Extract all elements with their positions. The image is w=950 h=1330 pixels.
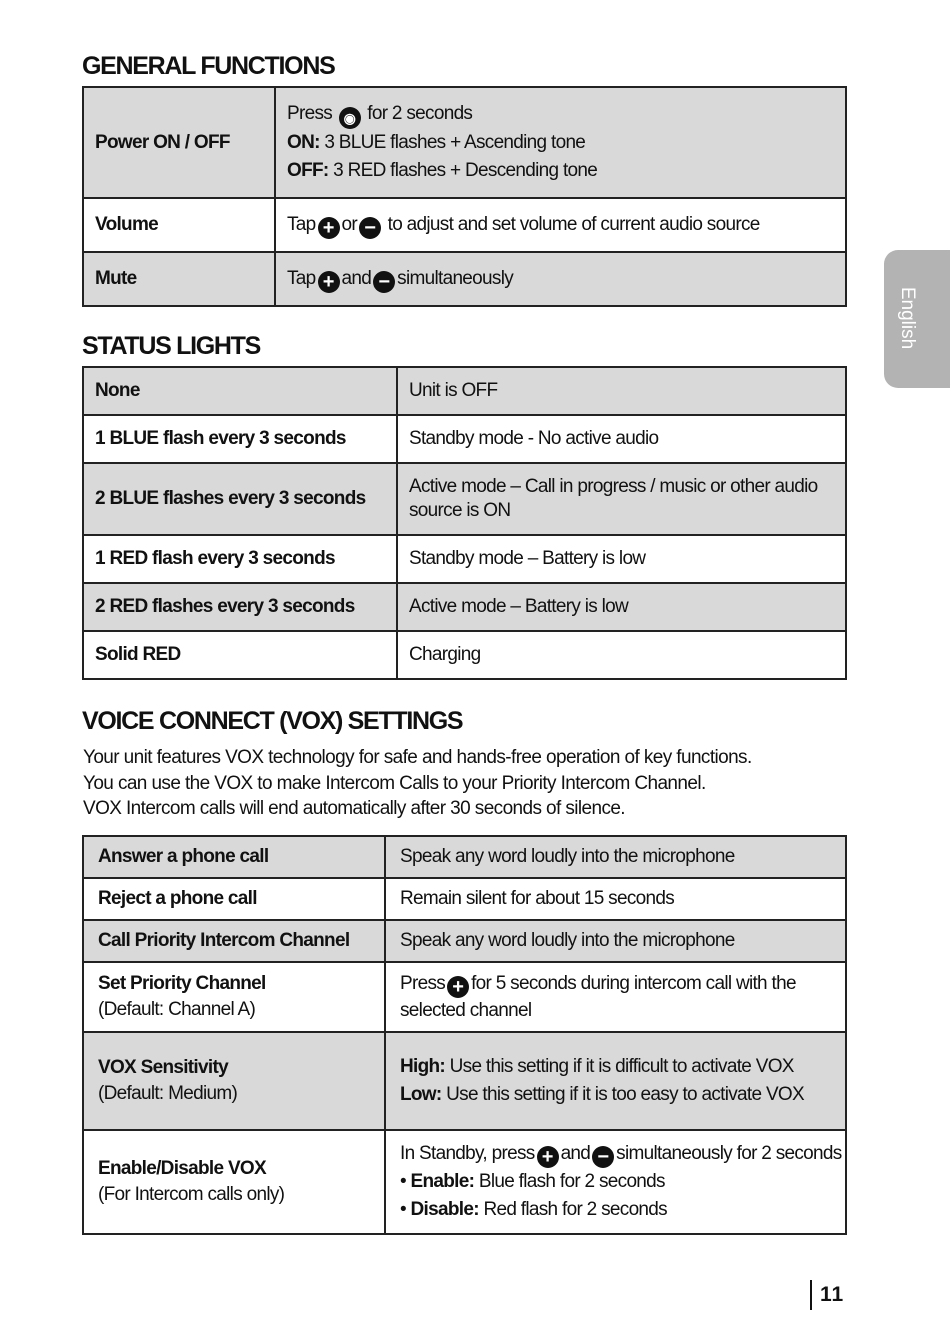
row-label: 1 RED flash every 3 seconds [83,535,397,583]
table-row [83,252,846,306]
table-row [83,583,846,631]
minus-button-icon: − [373,271,395,293]
row-label: Answer a phone call [83,836,385,878]
page-number: 11 [820,1283,845,1306]
row-desc: Press ◉ for 2 seconds ON: 3 BLUE flashes + Ascending tone OFF: 3 RED flashes + Descending tone [275,87,846,198]
row-desc: Speak any word loudly into the microphone [385,920,846,962]
row-label: None [83,367,397,415]
row-label: VOX Sensitivity (Default: Medium) [83,1032,385,1130]
table-row [83,836,846,878]
plus-button-icon: + [318,217,340,239]
status-lights-table [82,366,847,680]
page-number-divider [810,1280,812,1310]
language-tab-label: English [897,286,918,350]
row-desc: Standby mode – Battery is low [397,535,846,583]
table-row [83,631,846,679]
row-label: Solid RED [83,631,397,679]
row-desc: Charging [397,631,846,679]
row-desc: Active mode – Call in progress / music or other audio source is ON [397,463,846,535]
row-desc: Unit is OFF [397,367,846,415]
row-desc: Active mode – Battery is low [397,583,846,631]
row-label: Mute [83,252,275,306]
table-row [83,463,846,535]
general-functions-table [82,86,847,307]
row-label: 2 RED flashes every 3 seconds [83,583,397,631]
plus-button-icon: + [318,271,340,293]
table-row [83,367,846,415]
row-label: 2 BLUE flashes every 3 seconds [83,463,397,535]
status-lights-heading: STATUS LIGHTS [82,332,260,360]
table-row [83,878,846,920]
vox-intro: Your unit features VOX technology for safe and hands-free operation of key functions. You can use the VOX to make Intercom Calls to your Priority Intercom Channel. VOX Intercom calls will end automatically after 30 seconds of silence. [83,747,752,819]
table-row [83,962,846,1032]
row-label: 1 BLUE flash every 3 seconds [83,415,397,463]
row-desc: Remain silent for about 15 seconds [385,878,846,920]
row-desc: Press + for 5 seconds during intercom call with the selected channel [385,962,846,1032]
row-label: Enable/Disable VOX (For Intercom calls only) [83,1130,385,1234]
table-row [83,87,846,198]
power-button-icon: ◉ [339,107,361,129]
table-row [83,535,846,583]
minus-button-icon: − [359,217,381,239]
minus-button-icon: − [592,1146,614,1168]
vox-settings-table [82,835,847,1235]
row-desc: Standby mode - No active audio [397,415,846,463]
row-label: Volume [83,198,275,252]
row-desc: In Standby, press + and − simultaneously for 2 seconds • Enable: Blue flash for 2 seconds • Disable: Red flash for 2 seconds [385,1130,846,1234]
row-label: Reject a phone call [83,878,385,920]
plus-button-icon: + [537,1146,559,1168]
table-row [83,1130,846,1234]
row-label: Power ON / OFF [83,87,275,198]
row-desc: Tap + and − simultaneously [275,252,846,306]
table-row [83,1032,846,1130]
row-desc: High: Use this setting if it is difficult to activate VOX Low: Use this setting if it is too easy to activate VOX [385,1032,846,1130]
table-row [83,198,846,252]
plus-button-icon: + [447,976,469,998]
language-side-tab [884,250,950,388]
row-desc: Tap + or − to adjust and set volume of current audio source [275,198,846,252]
general-functions-heading: GENERAL FUNCTIONS [82,52,335,80]
vox-settings-heading: VOICE CONNECT (VOX) SETTINGS [82,707,463,735]
table-row [83,920,846,962]
row-label: Set Priority Channel (Default: Channel A) [83,962,385,1032]
row-label: Call Priority Intercom Channel [83,920,385,962]
row-desc: Speak any word loudly into the microphone [385,836,846,878]
table-row [83,415,846,463]
